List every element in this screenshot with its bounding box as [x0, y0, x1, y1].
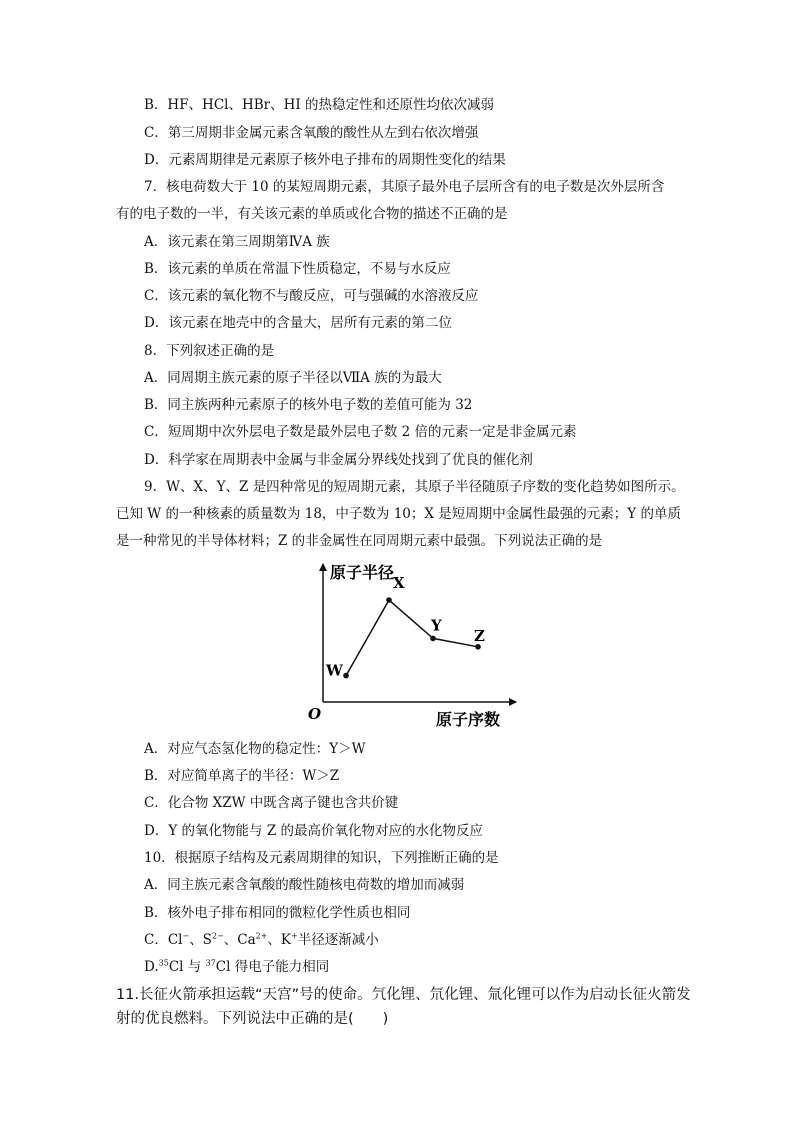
- line-25-a: C．Cl: [144, 932, 183, 948]
- question-7-stem-cont: 有的电子数的一半，有关该元素的单质或化合物的描述不正确的是: [116, 206, 508, 222]
- question-9-stem: 9．W、X、Y、Z 是四种常见的短周期元素，其原子半径随原子序数的变化趋势如图所示。: [144, 479, 685, 495]
- point-label-x: X: [393, 574, 405, 592]
- superscript: 37: [205, 958, 216, 968]
- question-9-stem-cont-2: 是一种常见的半导体材料；Z 的非金属性在同周期元素中最强。下列说法正确的是: [116, 533, 603, 549]
- line-2: C．第三周期非金属元素含氧酸的酸性从左到右依次增强: [144, 125, 479, 141]
- question-10-stem: 10．根据原子结构及元素周期律的知识，下列推断正确的是: [144, 850, 499, 866]
- line-6: A．该元素在第三周期第ⅣA 族: [144, 234, 330, 250]
- line-25-c: 、Ca: [223, 932, 256, 948]
- line-11: A．同周期主族元素的原子半径以ⅦA 族的为最大: [144, 370, 442, 386]
- data-point-y: [430, 636, 436, 642]
- question-7-stem: 7．核电荷数大于 10 的某短周期元素，其原子最外电子层所含有的电子数是次外层所含: [144, 179, 665, 195]
- line-26: [144, 958, 329, 976]
- question-8-stem: 8．下列叙述正确的是: [144, 343, 275, 359]
- series-line: [346, 600, 478, 676]
- point-label-z: Z: [474, 626, 485, 645]
- line-20: C．化合物 XZW 中既含离子键也含共价键: [144, 795, 399, 811]
- line-7: B．该元素的单质在常温下性质稳定，不易与水反应: [144, 261, 451, 277]
- y-axis-label: 原子半径: [330, 563, 395, 582]
- origin-label: O: [308, 705, 322, 723]
- point-label-w: W: [326, 661, 343, 680]
- line-12: B．同主族两种元素原子的核外电子数的差值可能为 32: [144, 397, 473, 413]
- line-13: C．短周期中次外层电子数是最外层电子数 2 倍的元素一定是非金属元素: [144, 424, 577, 440]
- superscript: −: [182, 931, 190, 941]
- question-11-stem: 11.长征火箭承担运载“天宫”号的使命。氕化锂、氘化锂、氚化锂可以作为启动长征火箭发: [116, 987, 691, 1003]
- line-26-c: Cl 得电子能力相同: [215, 959, 330, 975]
- line-23: A．同主族元素含氧酸的酸性随核电荷数的增加而减弱: [144, 877, 465, 893]
- line-21: D．Y 的氧化物能与 Z 的最高价氧化物对应的水化物反应: [144, 823, 483, 839]
- line-25-d: 、K: [267, 932, 292, 948]
- line-8: C．该元素的氧化物不与酸反应，可与强碱的水溶液反应: [144, 288, 479, 304]
- line-25-b: 、S: [189, 932, 212, 948]
- superscript: +: [291, 931, 298, 941]
- line-24: B．核外电子排布相同的微粒化学性质也相同: [144, 905, 411, 921]
- line-26-b: Cl 与: [168, 959, 206, 975]
- line-18: A．对应气态氢化物的稳定性：Y＞W: [144, 741, 366, 757]
- line-25-e: 半径逐渐减小: [297, 932, 379, 948]
- line-26-a: D.: [144, 959, 159, 975]
- data-point-z: [475, 644, 481, 650]
- point-label-y: Y: [431, 616, 442, 635]
- line-1: B．HF、HCl、HBr、HI 的热稳定性和还原性均依次减弱: [144, 97, 495, 113]
- data-point-w: [343, 673, 349, 679]
- superscript: 2−: [211, 931, 224, 941]
- line-9: D．该元素在地壳中的含量大，居所有元素的第二位: [144, 315, 452, 331]
- x-axis-label: 原子序数: [436, 710, 501, 729]
- data-point-x: [386, 597, 392, 603]
- atomic-radius-chart: [296, 556, 526, 732]
- question-9-stem-cont-1: 已知 W 的一种核素的质量数为 18，中子数为 10；X 是短周期中金属性最强的元素；Y 的单质: [116, 506, 682, 522]
- line-25: [144, 931, 379, 949]
- superscript: 2+: [255, 931, 268, 941]
- line-19: B．对应简单离子的半径：W＞Z: [144, 768, 340, 784]
- question-11-stem-cont: 射的优良燃料。下列说法中正确的是( ): [116, 1011, 389, 1027]
- superscript: 35: [158, 958, 169, 968]
- line-14: D．科学家在周期表中金属与非金属分界线处找到了优良的催化剂: [144, 452, 533, 468]
- line-3: D．元素周期律是元素原子核外电子排布的周期性变化的结果: [144, 152, 506, 168]
